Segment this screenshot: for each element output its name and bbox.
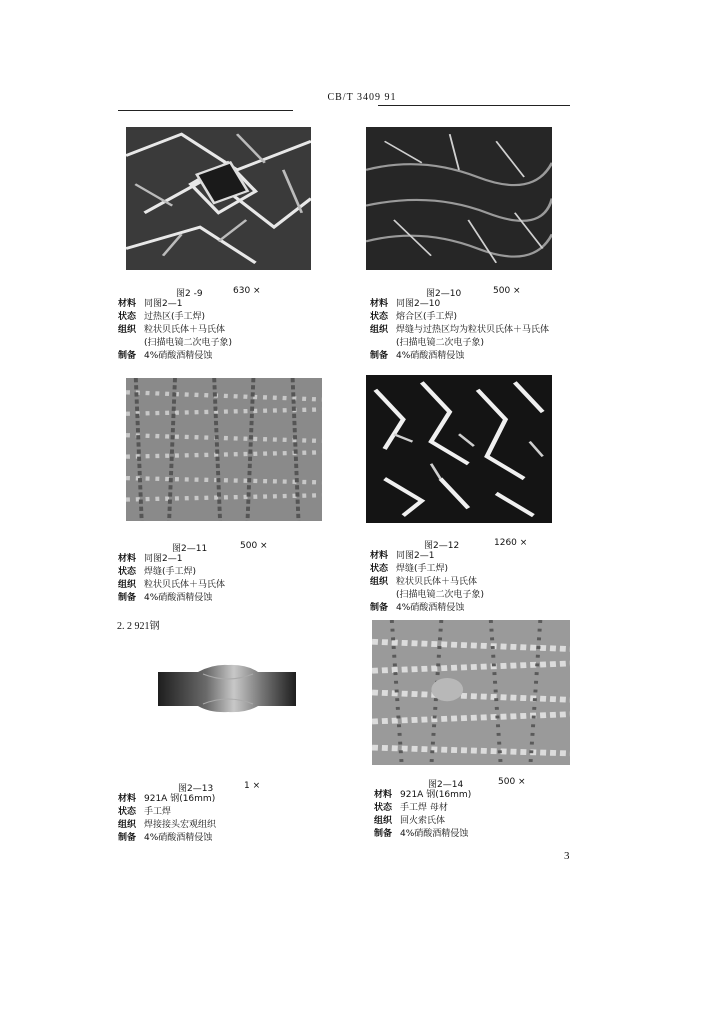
meta-key: 组织 [118,325,137,335]
meta-key: 状态 [118,807,137,817]
meta-value: 粒状贝氏体＋马氏体 [144,580,226,590]
meta-value: (扫描电镜二次电子象) [396,338,485,348]
meta-key: 状态 [370,312,389,322]
meta-key [118,337,144,350]
section-heading: 2. 2 921钢 [117,621,160,632]
meta-value: 焊缝与过热区均为粒状贝氏体＋马氏体 [396,325,550,335]
meta-value: 手工焊 [144,807,172,817]
meta-value: 粒状贝氏体＋马氏体 [144,325,226,335]
figure-number: 图2—14 [428,780,464,790]
figure-number: 图2—11 [172,544,208,554]
micrograph-texture [366,375,552,523]
micrograph-fig-2-14 [372,620,570,765]
metadata-fig-2-14 [374,789,471,841]
weld-macrograph-fig-2-13 [158,662,296,714]
meta-value: 粒状贝氏体＋马氏体 [396,577,478,587]
meta-key: 组织 [118,820,137,830]
magnification: 1260 × [494,538,528,548]
metadata-fig-2-13 [118,793,216,845]
page-header: CB/T 3409 91 [327,92,397,103]
meta-value: 焊接接头宏观组织 [144,820,217,830]
figure-number: 图2—12 [424,541,460,551]
meta-value: 过热区(手工焊) [144,312,206,322]
micrograph-fig-2-11 [126,378,322,521]
meta-value: 回火索氏体 [400,816,446,826]
figure-number: 图2 -9 [176,289,203,299]
meta-value: 焊缝(手工焊) [396,564,449,574]
meta-key: 组织 [374,816,393,826]
magnification: 1 × [244,781,261,791]
page-number: 3 [564,850,570,862]
meta-key: 材料 [118,299,137,309]
magnification: 500 × [240,541,268,551]
meta-key: 组织 [370,325,389,335]
magnification: 630 × [233,286,261,296]
meta-value: 同图2—1 [144,299,183,309]
micrograph-fig-2-12 [366,375,552,523]
meta-value: 921A 钢(16mm) [144,794,216,804]
meta-value: (扫描电镜二次电子象) [396,590,485,600]
meta-key: 材料 [118,554,137,564]
weld-cross-section [158,662,296,714]
metadata-fig-2-10 [370,298,549,363]
meta-key: 制备 [374,829,393,839]
micrograph-fig-2-9 [126,127,311,270]
meta-value: 熔合区(手工焊) [396,312,458,322]
meta-key [370,589,396,602]
meta-key: 材料 [374,790,393,800]
meta-key: 材料 [370,551,389,561]
meta-value: 4%硝酸酒精侵蚀 [144,833,213,843]
meta-value: 同图2—1 [396,551,435,561]
meta-key: 制备 [118,351,137,361]
meta-key: 材料 [370,299,389,309]
meta-key: 材料 [118,794,137,804]
figure-number: 图2—10 [426,289,462,299]
metadata-fig-2-9 [118,298,232,363]
meta-value: 同图2—1 [144,554,183,564]
micrograph-texture [372,620,570,765]
meta-value: 同图2—10 [396,299,441,309]
meta-value: 手工焊 母材 [400,803,448,813]
meta-key: 状态 [118,312,137,322]
meta-value: 4%硝酸酒精侵蚀 [144,593,213,603]
meta-key: 制备 [370,351,389,361]
meta-key: 制备 [370,603,389,613]
meta-value: 4%硝酸酒精侵蚀 [144,351,213,361]
header-rule-left [118,110,293,111]
meta-key: 状态 [374,803,393,813]
meta-key: 制备 [118,833,137,843]
micrograph-fig-2-10 [366,127,552,270]
meta-key: 组织 [370,577,389,587]
meta-value: 焊缝(手工焊) [144,567,197,577]
meta-key: 制备 [118,593,137,603]
micrograph-texture [366,127,552,270]
metadata-fig-2-12 [370,550,484,615]
micrograph-texture [126,378,322,521]
meta-value: (扫描电镜二次电子象) [144,338,233,348]
magnification: 500 × [493,286,521,296]
meta-value: 4%硝酸酒精侵蚀 [400,829,469,839]
meta-value: 921A 钢(16mm) [400,790,472,800]
meta-key: 组织 [118,580,137,590]
meta-key [370,337,396,350]
meta-key: 状态 [118,567,137,577]
magnification: 500 × [498,777,526,787]
meta-key: 状态 [370,564,389,574]
meta-value: 4%硝酸酒精侵蚀 [396,603,465,613]
micrograph-texture [126,127,311,270]
meta-value: 4%硝酸酒精侵蚀 [396,351,465,361]
metadata-fig-2-11 [118,553,225,605]
figure-number: 图2—13 [178,784,214,794]
header-rule-right [378,105,570,106]
